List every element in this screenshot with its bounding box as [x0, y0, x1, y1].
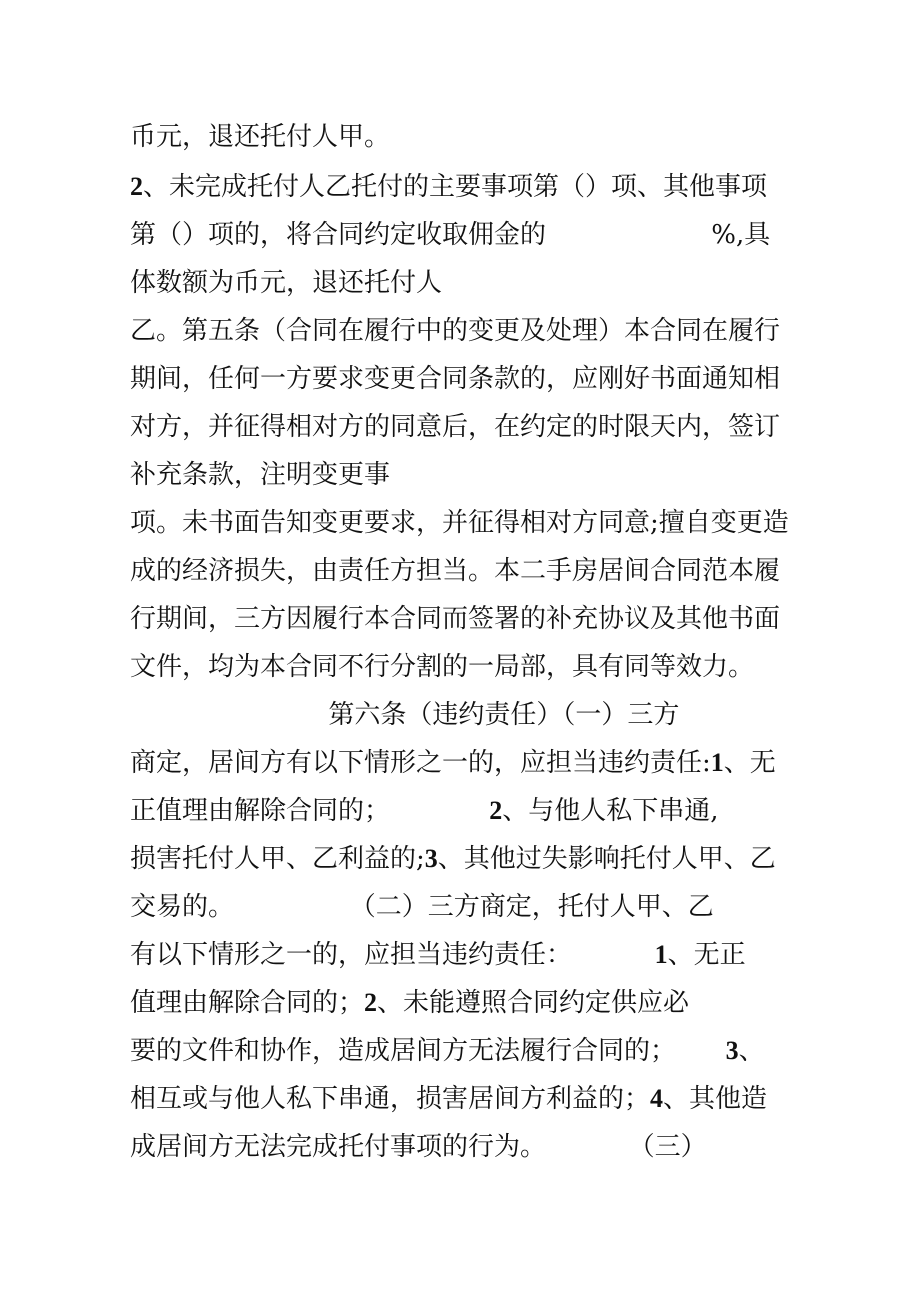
- item-number: 1: [710, 748, 724, 777]
- item-number: 1: [654, 940, 668, 969]
- item-number: 2: [364, 988, 378, 1017]
- text-run: 、无正: [667, 940, 746, 970]
- text-run: 行期间，三方因履行本合同而签署的补充协议及其他书面: [130, 604, 781, 634]
- text-line: [130, 459, 390, 491]
- text-run: 、未完成托付人乙托付的主要事项第（）项、其他事项: [143, 172, 768, 202]
- text-run: 币元，退还托付人甲。: [130, 122, 391, 152]
- text-line: [130, 363, 780, 395]
- text-line: [130, 891, 714, 923]
- text-line: [130, 747, 776, 779]
- text-line: [130, 699, 679, 731]
- text-run: 要的文件和协作，造成居间方无法履行合同的；: [130, 1036, 726, 1066]
- text-line: [130, 1035, 765, 1067]
- text-line: [130, 795, 718, 827]
- text-line: [130, 843, 776, 875]
- item-number: 2: [130, 172, 143, 201]
- text-line: [130, 987, 689, 1019]
- text-run: 相互或与他人私下串通，损害居间方利益的；: [130, 1084, 651, 1114]
- text-run: 补充条款，注明变更事: [130, 460, 391, 490]
- text-run: 第（）项的，将合同约定收取佣金的 %,具: [130, 220, 771, 250]
- item-number: 3: [725, 1036, 739, 1065]
- item-number: 2: [489, 796, 503, 825]
- text-run: 、未能遵照合同约定供应必: [377, 988, 690, 1018]
- text-line: [130, 603, 780, 635]
- item-number: 3: [424, 844, 438, 873]
- text-run: 、无: [723, 748, 776, 778]
- text-run: 对方，并征得相对方的同意后，在约定的时限天内，签订: [130, 412, 781, 442]
- text-run: 有以下情形之一的，应担当违约责任：: [130, 940, 655, 970]
- text-run: 文件，均为本合同不行分割的一局部，具有同等效力。: [130, 652, 755, 682]
- text-line: [130, 219, 770, 251]
- text-line: [130, 411, 780, 443]
- text-run: 正值理由解除合同的；: [130, 796, 490, 826]
- text-run: 商定，居间方有以下情形之一的，应担当违约责任:: [130, 748, 711, 778]
- item-number: 4: [650, 1084, 664, 1113]
- text-run: 、: [738, 1036, 765, 1066]
- text-line: [130, 555, 780, 587]
- text-line: [130, 121, 390, 153]
- text-run: 、与他人私下串通,: [502, 796, 719, 826]
- text-line: [130, 507, 789, 539]
- text-run: 损害托付人甲、乙利益的;: [130, 844, 425, 874]
- text-line: [130, 651, 754, 683]
- text-run: 项。未书面告知变更要求，并征得相对方同意;擅自变更造: [130, 508, 789, 538]
- text-run: 乙。第五条（合同在履行中的变更及处理）本合同在履行: [130, 316, 781, 346]
- text-run: 成居间方无法完成托付事项的行为。 （三）: [130, 1132, 707, 1162]
- text-run: 值理由解除合同的；: [130, 988, 365, 1018]
- text-run: 期间，任何一方要求变更合同条款的，应刚好书面通知相: [130, 364, 781, 394]
- text-line: [130, 267, 442, 299]
- text-run: 体数额为币元，退还托付人: [130, 268, 443, 298]
- text-line: [130, 315, 780, 347]
- text-line: [130, 939, 746, 971]
- text-run: 、其他过失影响托付人甲、乙: [437, 844, 776, 874]
- text-run: 成的经济损失，由责任方担当。本二手房居间合同范本履: [130, 556, 781, 586]
- text-line: [130, 171, 767, 203]
- text-line: [130, 1131, 707, 1163]
- text-run: 交易的。 （二）三方商定，托付人甲、乙: [130, 892, 714, 922]
- text-line: [130, 1083, 767, 1115]
- text-run: 第六条（违约责任）（一）三方: [130, 700, 680, 730]
- text-run: 、其他造: [663, 1084, 768, 1114]
